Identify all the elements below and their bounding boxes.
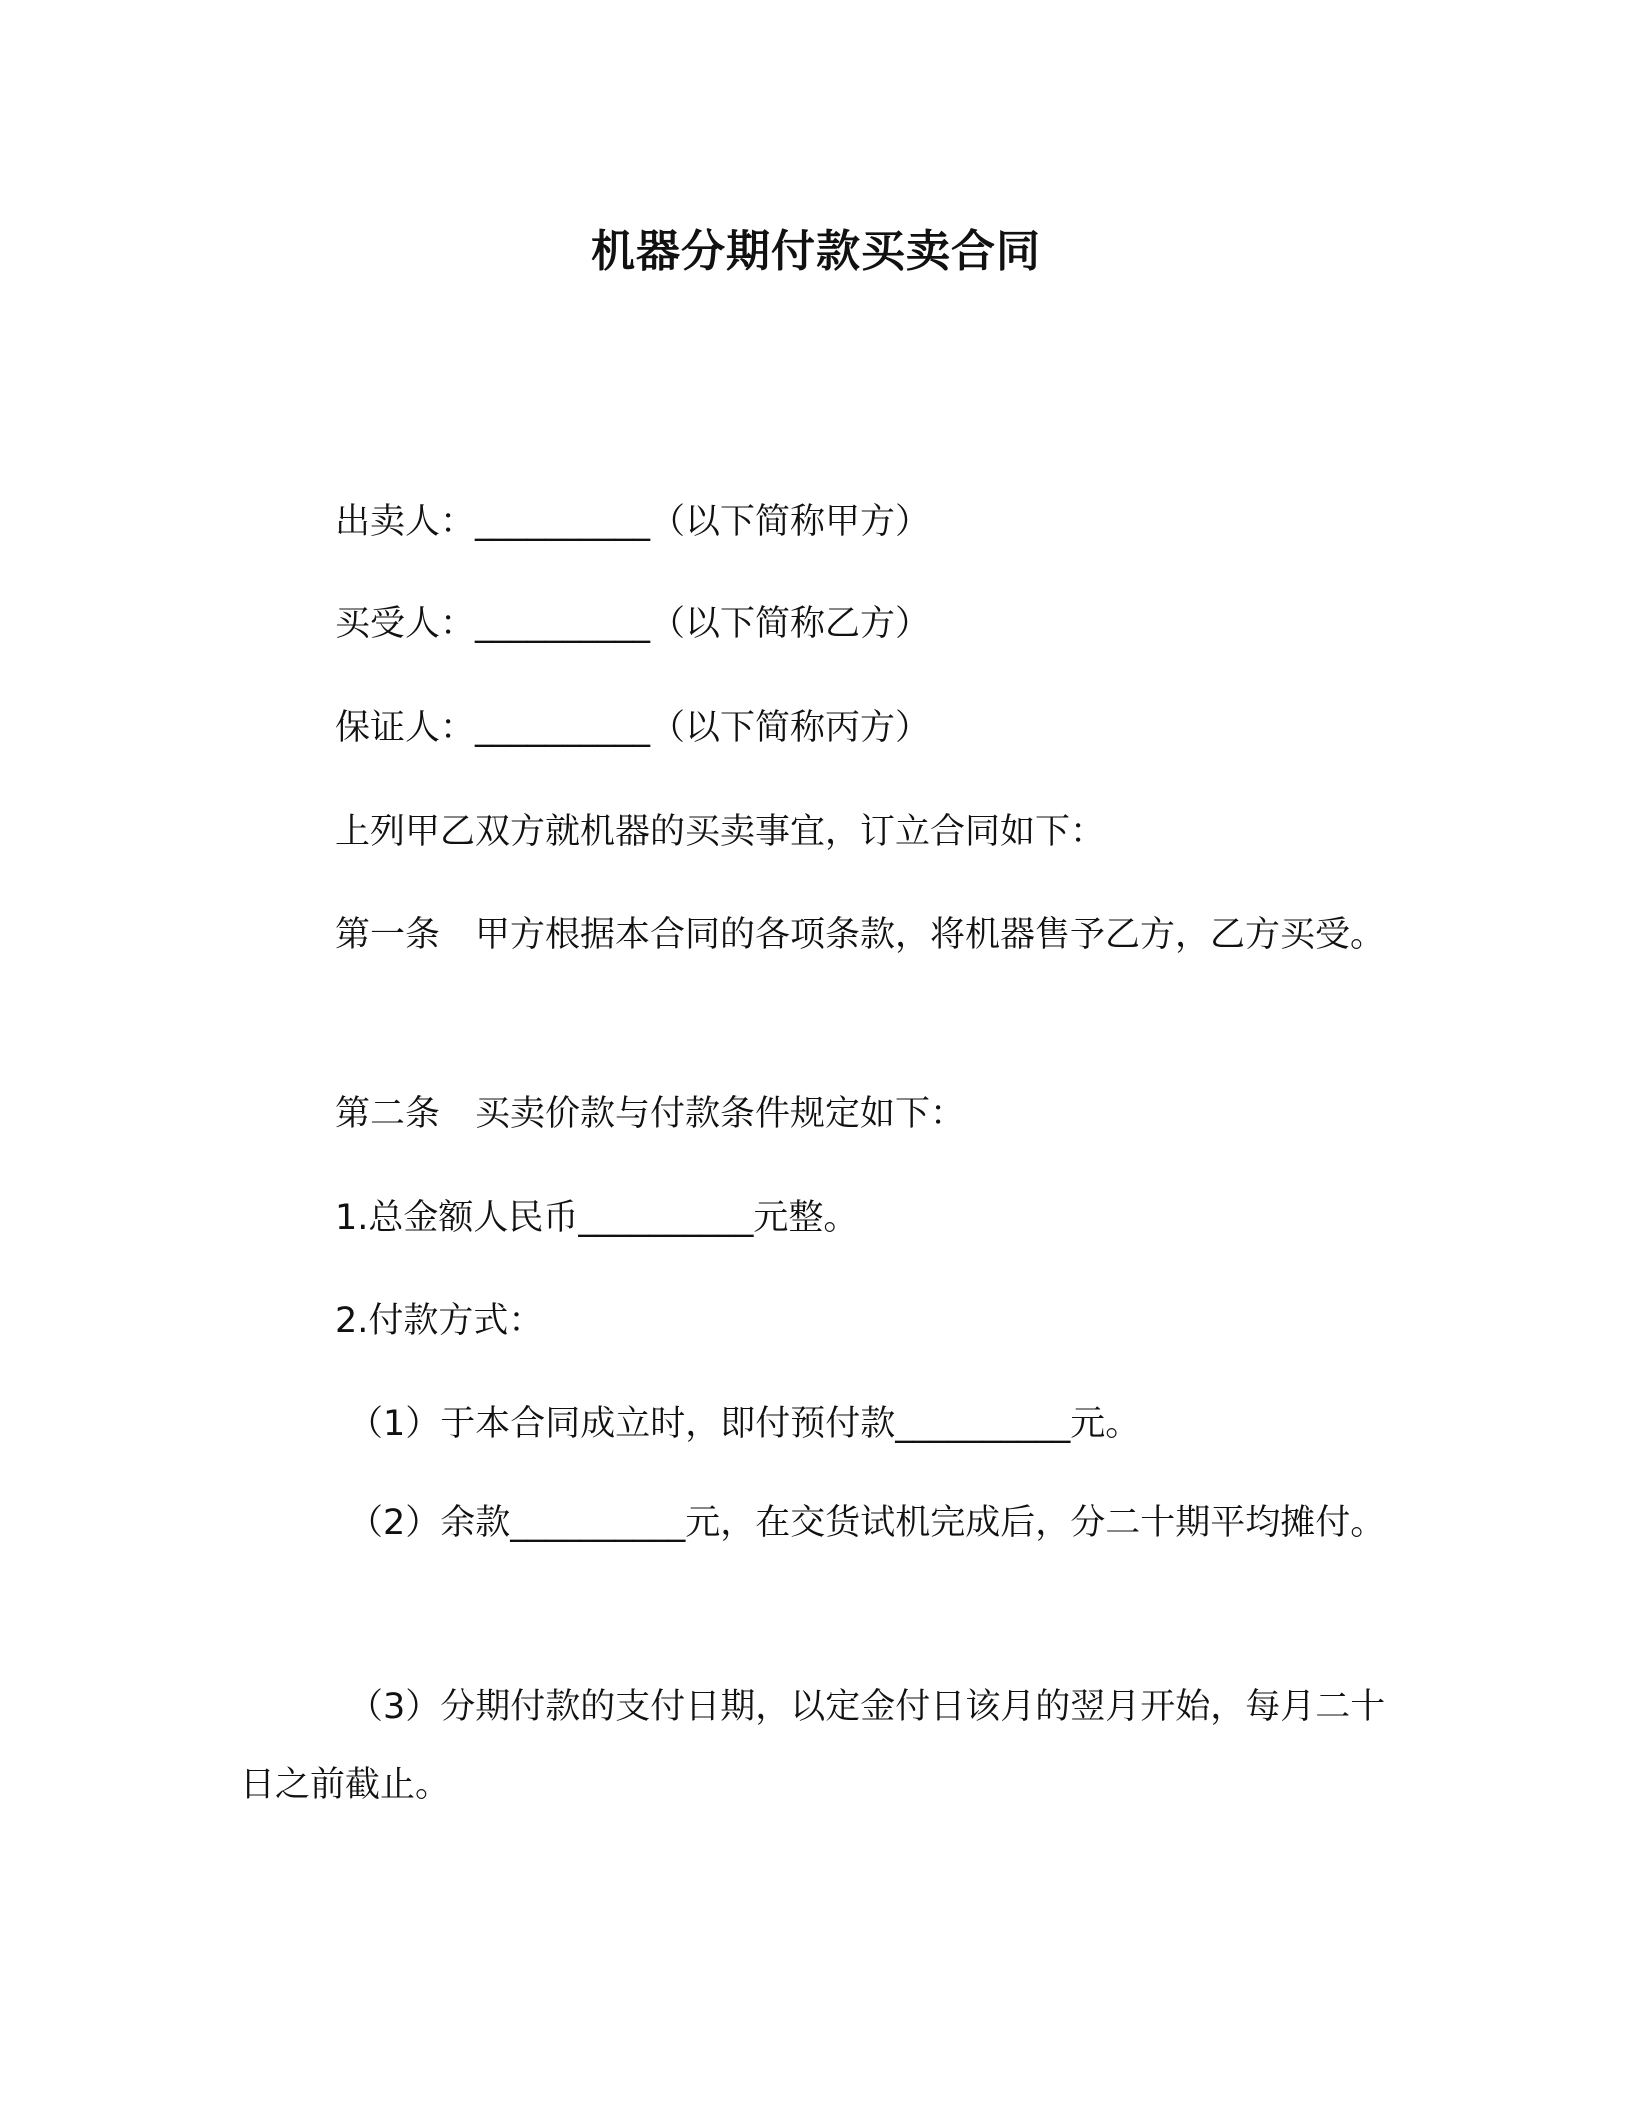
item-1: 1.总金额人民币__________元整。 bbox=[335, 1198, 859, 1238]
seller-line: 出卖人：__________（以下简称甲方） bbox=[335, 502, 931, 542]
sub-item-3: （3）分期付款的支付日期，以定金付日该月的翌月开始，每月二十日之前截止。 bbox=[240, 1687, 1386, 1805]
buyer-line: 买受人：__________（以下简称乙方） bbox=[335, 604, 931, 644]
guarantor-line: 保证人：__________（以下简称丙方） bbox=[335, 708, 931, 748]
item-2: 2.付款方式： bbox=[335, 1301, 544, 1341]
document-title: 机器分期付款买卖合同 bbox=[591, 226, 1041, 277]
article-2: 第二条 买卖价款与付款条件规定如下： bbox=[335, 1094, 966, 1134]
sub-item-2: （2）余款__________元，在交货试机完成后，分二十期平均摊付。 bbox=[348, 1503, 1386, 1543]
sub-item-1: （1）于本合同成立时，即付预付款__________元。 bbox=[348, 1404, 1141, 1444]
intro-line: 上列甲乙双方就机器的买卖事宜，订立合同如下： bbox=[335, 812, 1106, 852]
article-1: 第一条 甲方根据本合同的各项条款，将机器售予乙方，乙方买受。 bbox=[335, 915, 1386, 955]
